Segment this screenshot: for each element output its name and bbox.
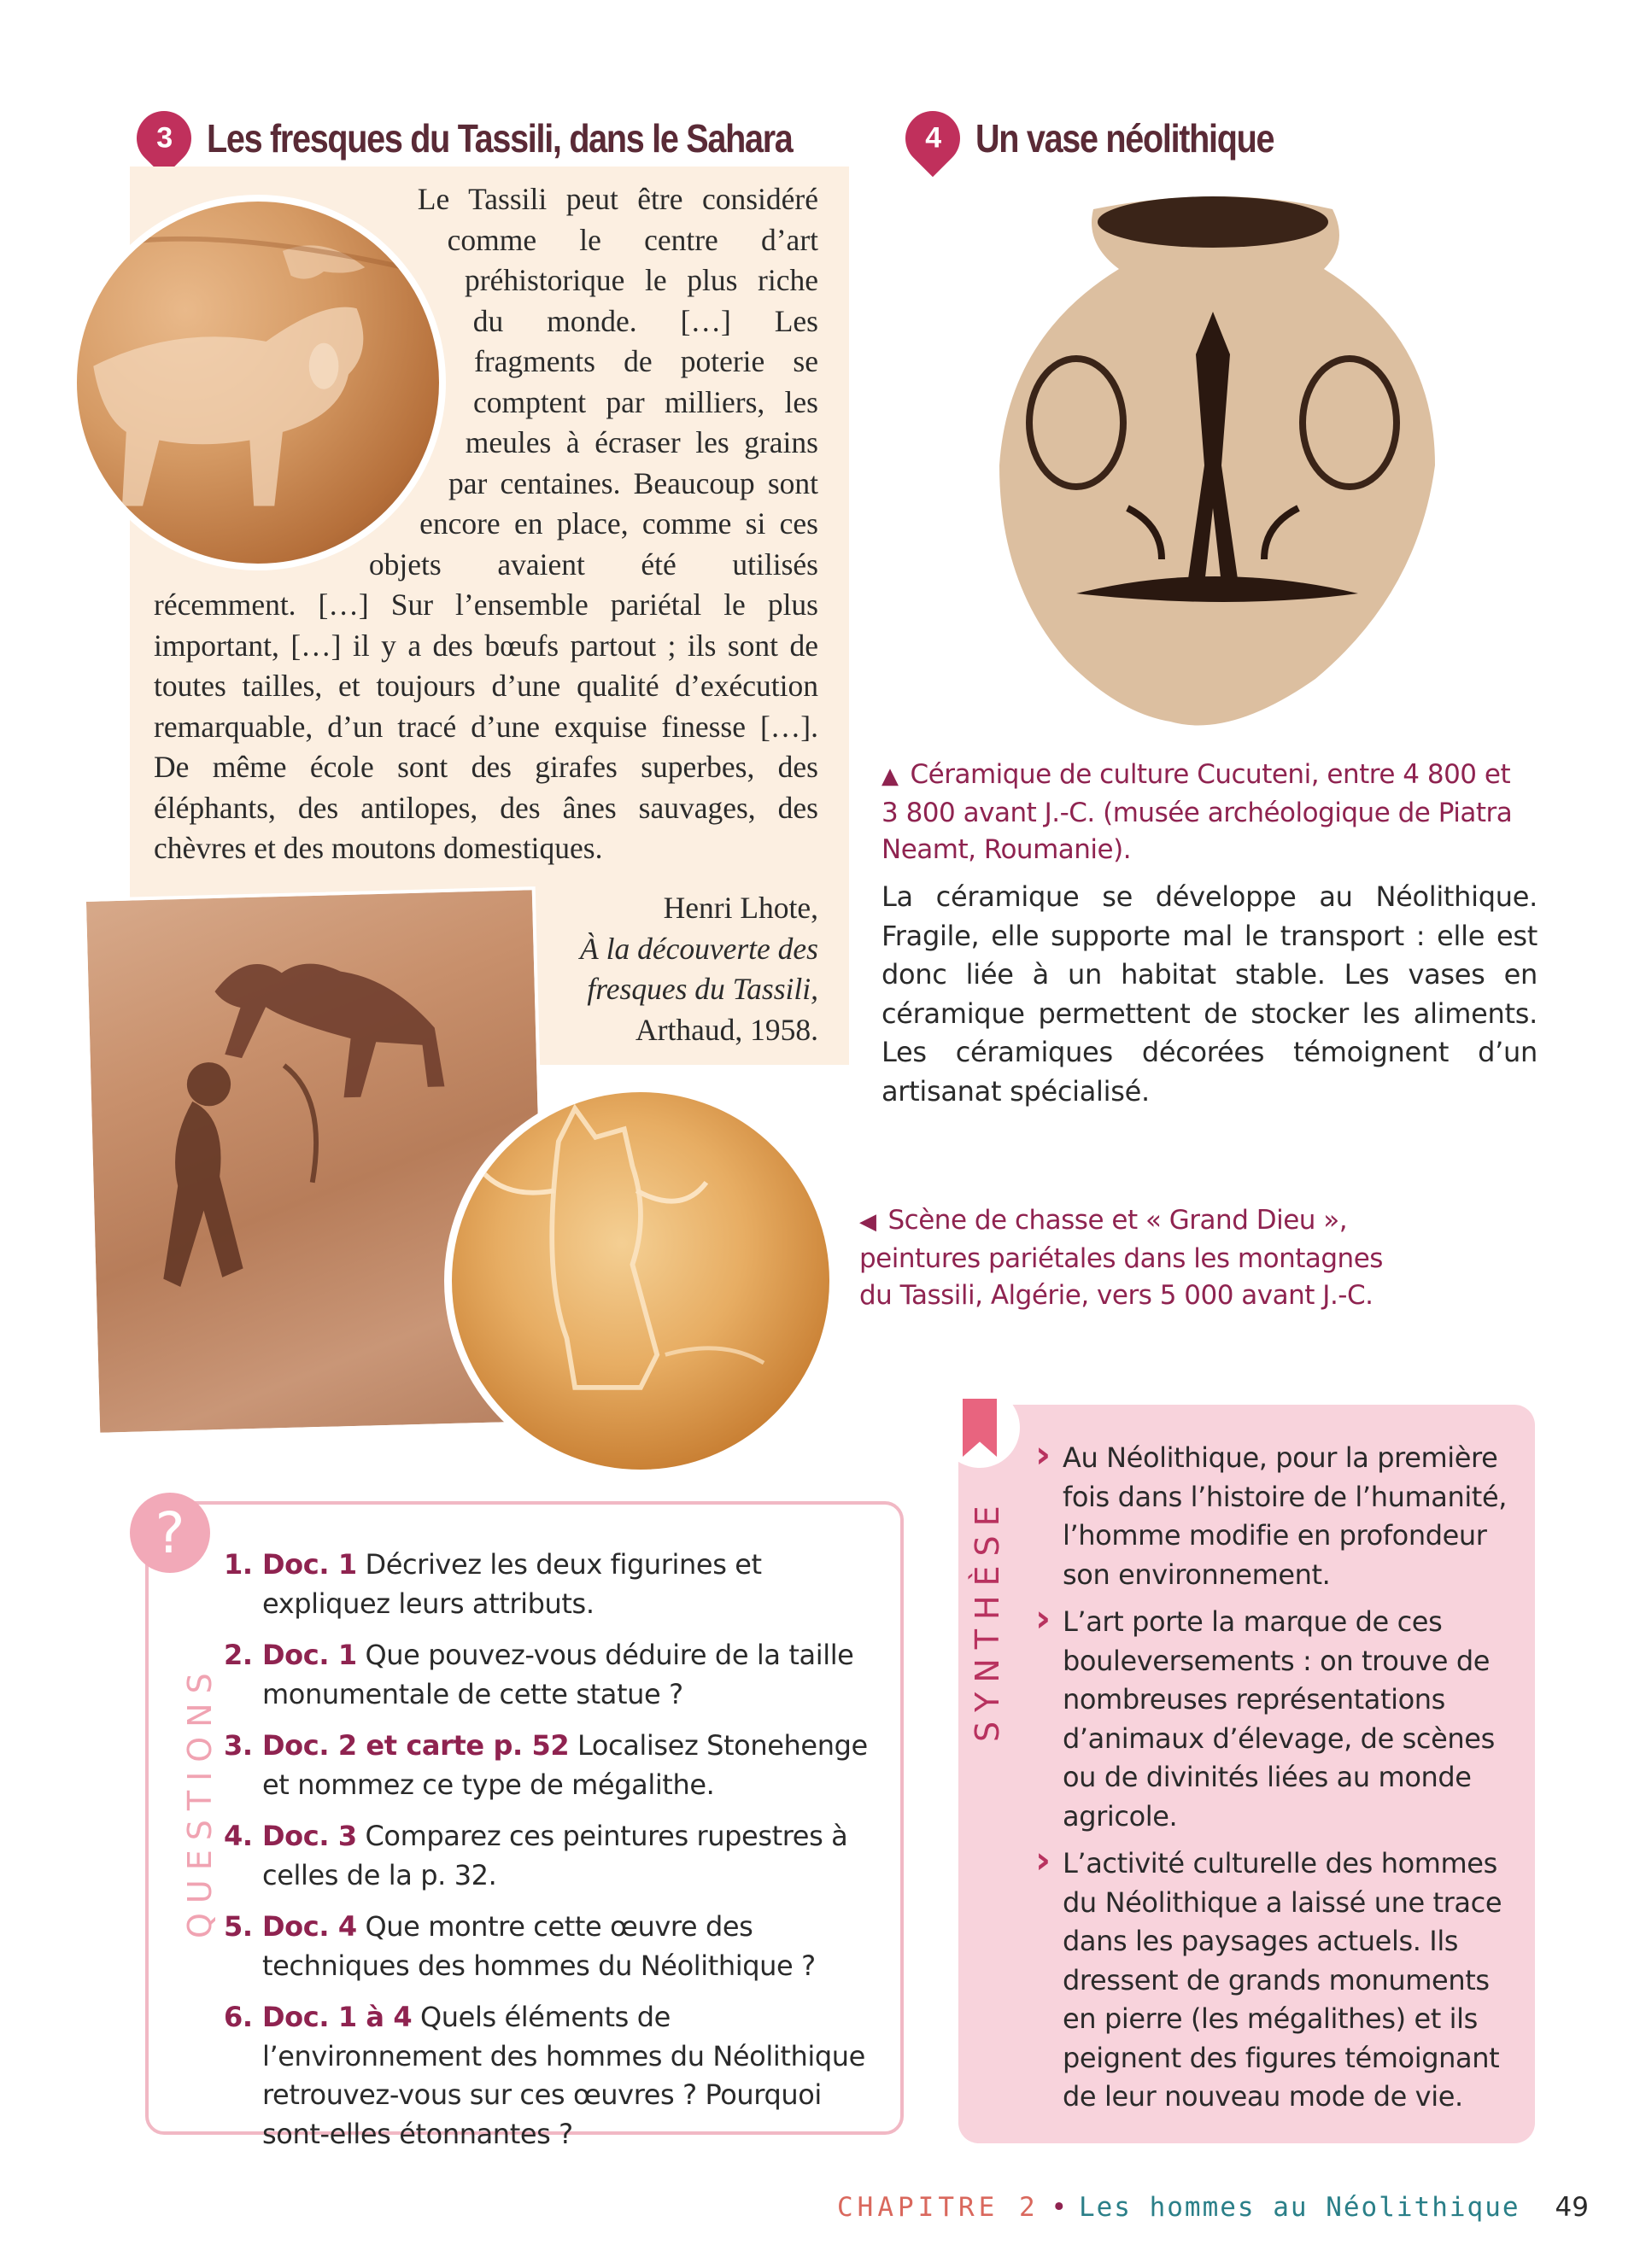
doc4-caption <box>882 757 1531 868</box>
footer-chapter-title: Les hommes au Néolithique <box>1078 2192 1520 2223</box>
synthese-list <box>1035 1439 1522 2125</box>
question-ref: Doc. 1 <box>262 1548 357 1581</box>
doc4-number-badge: 4 <box>894 100 972 178</box>
question-ref: Doc. 1 <box>262 1639 357 1671</box>
doc3-author: Henri Lhote, <box>663 891 818 925</box>
question-ref: Doc. 3 <box>262 1820 357 1852</box>
bookmark-icon <box>940 1388 1020 1468</box>
doc3-number-badge: 3 <box>126 100 203 178</box>
questions-label: QUESTIONS <box>181 1663 219 1938</box>
doc3-quote-text: Le Tassili peut être considéré comme le centre d’art préhistorique le plus riche du monde. […] Les fragments de poterie se comptent par milliers, les meules à écraser les grains par centaines. Beaucoup sont encore en place, comme si ces objets avaient été utilisés récemment. […] Sur l’ensemble pariétal le plus important, […] il y a des bœufs partout ; ils sont de toutes tailles, et toujours d’une qualité d’exécution remarquable, d’un tracé d’une exquise finesse […]. De même école sont des girafes superbes, des éléphants, des antilopes, des ânes sauvages, des chèvres et des moutons domestiques. <box>154 182 818 865</box>
synthese-item: › Au Néolithique, pour la première fois dans l’histoire de l’humanité, l’homme modifie en profondeur son environnement. <box>1035 1439 1522 1594</box>
triangle-up-icon: ▲ <box>882 763 899 789</box>
question-item: 6. Doc. 1 à 4 Quels éléments de l’environnement des hommes du Néolithique retrouvez-vous sur ces œuvres ? Pourquoi sont-elles étonnantes ? <box>224 2001 865 2150</box>
questions-list <box>224 1546 882 2166</box>
doc4-caption-text: Céramique de culture Cucuteni, entre 4 800 et 3 800 avant J.-C. (musée archéologique de Piatra Neamt, Roumanie). <box>882 759 1513 865</box>
question-item: 2. Doc. 1 Que pouvez-vous déduire de la taille monumentale de cette statue ? <box>224 1639 854 1710</box>
doc3-publisher: Arthaud, 1958. <box>636 1012 818 1047</box>
page-number: 49 <box>1555 2192 1589 2223</box>
question-item: 5. Doc. 4 Que montre cette œuvre des techniques des hommes du Néolithique ? <box>224 1910 816 1982</box>
question-item: 3. Doc. 2 et carte p. 52 Localisez Stonehenge et nommez ce type de mégalithe. <box>224 1729 868 1801</box>
question-icon: ? <box>130 1493 210 1573</box>
doc3-title: Les fresques du Tassili, dans le Sahara <box>207 116 793 161</box>
synthese-item: › L’art porte la marque de ces bouleversements : on trouve de nombreuses représentations d’animaux d’élevage, de scènes ou de divinités liées au monde agricole. <box>1035 1603 1522 1836</box>
triangle-left-icon: ◀ <box>859 1209 876 1235</box>
doc3-caption <box>859 1202 1406 1314</box>
synthese-label: SYNTHÈSE <box>969 1496 1006 1742</box>
question-ref: Doc. 2 et carte p. 52 <box>262 1729 570 1762</box>
doc3-header <box>137 104 887 172</box>
doc4-header <box>905 104 1322 172</box>
ox-painting-illustration <box>77 202 439 564</box>
question-item: 4. Doc. 3 Comparez ces peintures rupestres à celles de la p. 32. <box>224 1820 848 1891</box>
question-ref: Doc. 4 <box>262 1910 357 1943</box>
doc3-source <box>547 888 818 1050</box>
doc4-text: La céramique se développe au Néolithique. Fragile, elle supporte mal le transport : elle est donc liée à un habitat stable. Les vases en céramique permettent de stocker les aliments. Les céramiques décorées témoignent d’un artisanat spécialisé. <box>882 880 1538 1108</box>
question-ref: Doc. 1 à 4 <box>262 2001 413 2033</box>
vase-illustration <box>974 184 1469 747</box>
footer-bullet: • <box>1051 2192 1067 2223</box>
doc4-title: Un vase néolithique <box>975 116 1274 161</box>
doc3-caption-text: Scène de chasse et « Grand Dieu », peintures pariétales dans les montagnes du Tassili, Algérie, vers 5 000 avant J.-C. <box>859 1205 1383 1311</box>
page-footer <box>837 2186 1589 2229</box>
rock-art-ox-image <box>70 195 446 570</box>
doc3-book-title: À la découverte des fresques du Tassili, <box>580 931 818 1006</box>
footer-chapter: CHAPITRE 2 <box>837 2192 1040 2223</box>
question-item: 1. Doc. 1 Décrivez les deux figurines et expliquez leurs attributs. <box>224 1548 762 1620</box>
grand-dieu-illustration <box>452 1092 829 1470</box>
neolithic-vase-image <box>974 184 1469 747</box>
grand-dieu-image <box>444 1084 837 1477</box>
synthese-item: › L’activité culturelle des hommes du Néolithique a laissé une trace dans les paysages actuels. Ils dressent de grands monuments en pierre (les mégalithes) et ils peignent des figures témoignant de leur nouveau mode de vie. <box>1035 1844 1522 2117</box>
